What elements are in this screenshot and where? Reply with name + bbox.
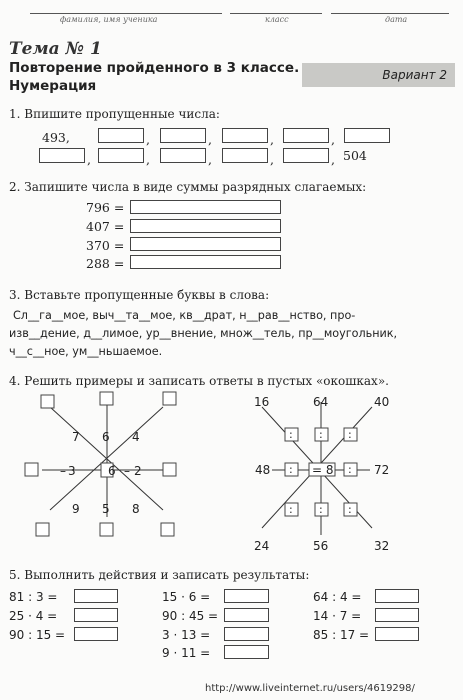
task2-answer-box[interactable] [130, 255, 281, 269]
task5-expression: 90 : 45 = [162, 609, 219, 623]
left-n3: 3 [68, 464, 76, 478]
task3-heading: 3. Вставьте пропущенные буквы в слова: [9, 288, 270, 302]
left-answer-box [41, 395, 54, 408]
right-n32: 32 [374, 539, 390, 553]
left-n9: 9 [72, 502, 80, 516]
left-answer-box [163, 463, 176, 476]
variant-label: Вариант 2 [382, 68, 447, 82]
right-colon: : [319, 428, 323, 441]
task2-answer-box[interactable] [130, 237, 281, 251]
task1-first-number: 493, [42, 130, 70, 145]
right-n72: 72 [374, 463, 390, 477]
task1-comma: , [87, 152, 91, 167]
right-colon: : [289, 428, 293, 441]
task2-number: 370 = [86, 238, 125, 253]
left-answer-box [36, 523, 49, 536]
task5-expression: 15 · 6 = [162, 590, 211, 604]
lesson-title: Повторение пройденного в 3 классе. [9, 60, 300, 76]
task1-box[interactable] [160, 148, 206, 163]
task5-answer-box[interactable] [375, 608, 419, 622]
left-answer-box [25, 463, 38, 476]
right-n24: 24 [254, 539, 270, 553]
right-n64: 64 [313, 395, 329, 409]
task1-comma: , [270, 132, 274, 147]
date-caption: дата [385, 15, 408, 24]
task1-box[interactable] [39, 148, 85, 163]
topic-heading: Тема № 1 [9, 39, 102, 59]
right-colon: : [348, 503, 352, 516]
task5-answer-box[interactable] [74, 608, 118, 622]
task1-box[interactable] [222, 148, 268, 163]
task5-answer-box[interactable] [74, 589, 118, 603]
right-center: = 8 [312, 463, 334, 477]
task3-line: изв__дение, д__лимое, ур__внение, множ__тель, пр__моугольник, [9, 327, 398, 340]
student-name-caption: фамилия, имя ученика [60, 15, 158, 24]
left-n4: 4 [132, 430, 140, 444]
task5-heading: 5. Выполнить действия и записать результаты: [9, 568, 310, 582]
task1-comma: , [208, 152, 212, 167]
task1-box[interactable] [160, 128, 206, 143]
task5-expression: 9 · 11 = [162, 646, 211, 660]
class-caption: класс [265, 15, 289, 24]
task2-number: 288 = [86, 256, 125, 271]
task1-comma: , [270, 152, 274, 167]
left-n7: 7 [72, 430, 80, 444]
task4-heading: 4. Решить примеры и записать ответы в пустых «окошках». [9, 374, 389, 388]
left-star-diagram [42, 400, 172, 517]
task1-comma: , [331, 152, 335, 167]
left-minus: – [60, 464, 66, 478]
task5-expression: 81 : 3 = [9, 590, 58, 604]
right-n48: 48 [255, 463, 271, 477]
task2-heading: 2. Запишите числа в виде суммы разрядных слагаемых: [9, 180, 367, 194]
left-n6: 6 [102, 430, 110, 444]
left-n8: 8 [132, 502, 140, 516]
right-n56: 56 [313, 539, 329, 553]
task5-expression: 14 · 7 = [313, 609, 362, 623]
right-colon: : [348, 428, 352, 441]
task4-diagrams [0, 385, 463, 560]
task1-box[interactable] [222, 128, 268, 143]
right-colon: : [289, 463, 293, 476]
task1-comma: , [146, 152, 150, 167]
left-n2: 2 [134, 464, 142, 478]
task2-answer-box[interactable] [130, 219, 281, 233]
task5-answer-box[interactable] [224, 589, 269, 603]
task1-box[interactable] [283, 128, 329, 143]
task5-expression: 3 · 13 = [162, 628, 211, 642]
task1-heading: 1. Впишите пропущенные числа: [9, 107, 220, 121]
left-n5: 5 [102, 502, 110, 516]
right-colon: : [289, 503, 293, 516]
task5-expression: 64 : 4 = [313, 590, 362, 604]
task2-number: 407 = [86, 219, 125, 234]
task5-answer-box[interactable] [375, 589, 419, 603]
source-url: http://www.liveinternet.ru/users/4619298/ [205, 683, 415, 694]
left-center: 6 [108, 464, 116, 478]
task2-answer-box[interactable] [130, 200, 281, 214]
task1-last-number: 504 [343, 148, 367, 163]
task5-answer-box[interactable] [224, 608, 269, 622]
variant-badge [302, 63, 455, 87]
task2-number: 796 = [86, 200, 125, 215]
lesson-subtitle: Нумерация [9, 78, 97, 94]
right-n40: 40 [374, 395, 390, 409]
right-colon: : [319, 503, 323, 516]
task3-line: Сл__га__мое, выч__та__мое, кв__драт, н__рав__нство, про- [13, 309, 356, 322]
left-answer-box [161, 523, 174, 536]
task1-comma: , [146, 132, 150, 147]
left-minus: – [124, 464, 130, 478]
task5-answer-box[interactable] [375, 627, 419, 641]
left-answer-box [100, 392, 113, 405]
task5-expression: 25 · 4 = [9, 609, 58, 623]
task1-box[interactable] [98, 148, 144, 163]
task1-box[interactable] [283, 148, 329, 163]
task1-box[interactable] [344, 128, 390, 143]
left-answer-box [163, 392, 176, 405]
task5-expression: 85 : 17 = [313, 628, 370, 642]
student-name-line [30, 13, 222, 14]
task5-expression: 90 : 15 = [9, 628, 66, 642]
task5-answer-box[interactable] [224, 645, 269, 659]
task1-comma: , [208, 132, 212, 147]
left-answer-box [100, 523, 113, 536]
date-line [331, 13, 449, 14]
task1-box[interactable] [98, 128, 144, 143]
right-n16: 16 [254, 395, 270, 409]
task3-line: ч__с__ное, ум__ньшаемое. [9, 345, 163, 358]
class-line [230, 13, 322, 14]
task1-comma: , [331, 132, 335, 147]
right-colon: : [348, 463, 352, 476]
task5-answer-box[interactable] [74, 627, 118, 641]
task5-answer-box[interactable] [224, 627, 269, 641]
